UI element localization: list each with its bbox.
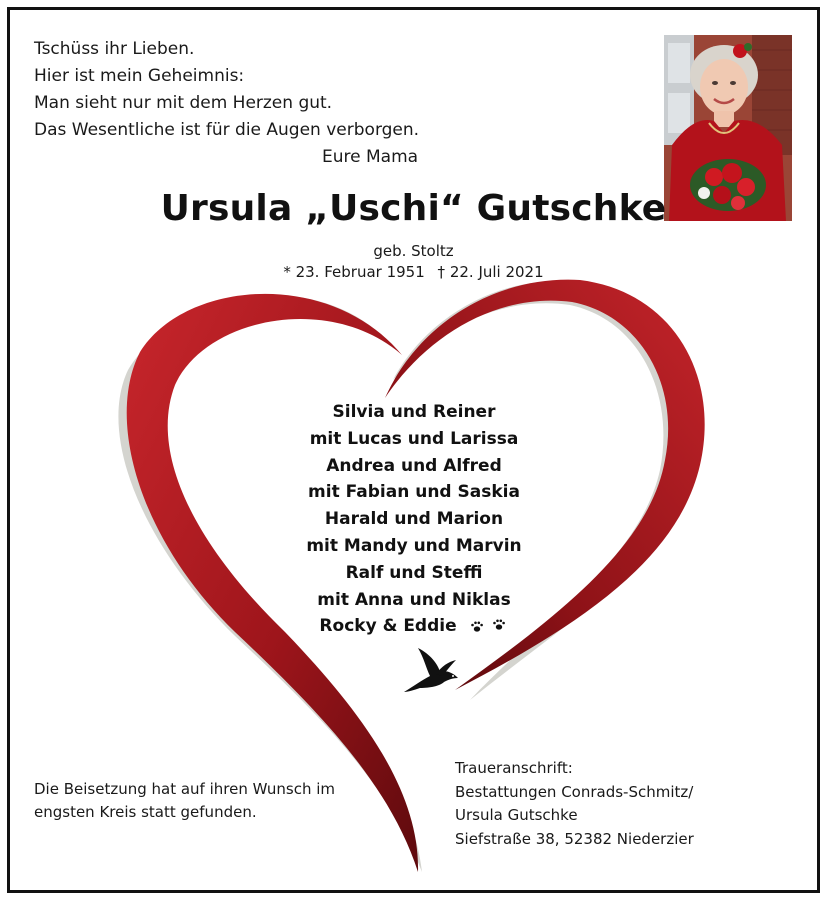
mourner-line: Silvia und Reiner — [332, 402, 496, 422]
address-line: Siefstraße 38, 52382 Niederzier — [455, 829, 694, 848]
mourner-line: mit Anna und Niklas — [317, 589, 511, 610]
maiden-name: geb. Stoltz — [373, 242, 454, 260]
burial-note — [34, 778, 335, 824]
swallow-icon — [400, 646, 462, 696]
death-date: † 22. Juli 2021 — [437, 263, 544, 281]
mourners-list — [214, 399, 614, 640]
paw-print-icon — [469, 619, 509, 633]
deceased-name: Ursula „Uschi“ Gutschke — [160, 188, 667, 229]
address-line: Ursula Gutschke — [455, 806, 578, 824]
burial-line: Die Beisetzung hat auf ihren Wunsch im — [34, 780, 336, 798]
birth-date: * 23. Februar 1951 — [283, 263, 425, 281]
poem-line: Tschüss ihr Lieben. — [34, 39, 195, 59]
address-line: Traueranschrift: — [455, 759, 573, 777]
mourner-line: mit Lucas und Larissa — [309, 428, 519, 449]
pets-line — [214, 613, 614, 640]
mourner-line: Harald und Marion — [324, 509, 504, 530]
burial-line: engsten Kreis statt gefunden. — [34, 803, 257, 821]
mourner-line: Ralf und Steffi — [345, 562, 483, 583]
pets-names: Rocky & Eddie — [319, 616, 457, 637]
mourner-line: mit Mandy und Marvin — [306, 535, 522, 556]
address-line: Bestattungen Conrads-Schmitz/ — [455, 782, 694, 801]
life-dates — [0, 263, 827, 281]
mourning-address — [455, 757, 694, 851]
poem-line: Hier ist mein Geheimnis: — [34, 66, 245, 86]
mourner-line: Andrea und Alfred — [326, 455, 502, 476]
poem-line: Man sieht nur mit dem Herzen gut. — [34, 93, 333, 113]
farewell-poem — [34, 36, 419, 144]
mourner-line: mit Fabian und Saskia — [308, 482, 520, 503]
poem-signoff: Eure Mama — [322, 147, 419, 167]
poem-line: Das Wesentliche ist für die Augen verborgen. — [34, 120, 420, 140]
